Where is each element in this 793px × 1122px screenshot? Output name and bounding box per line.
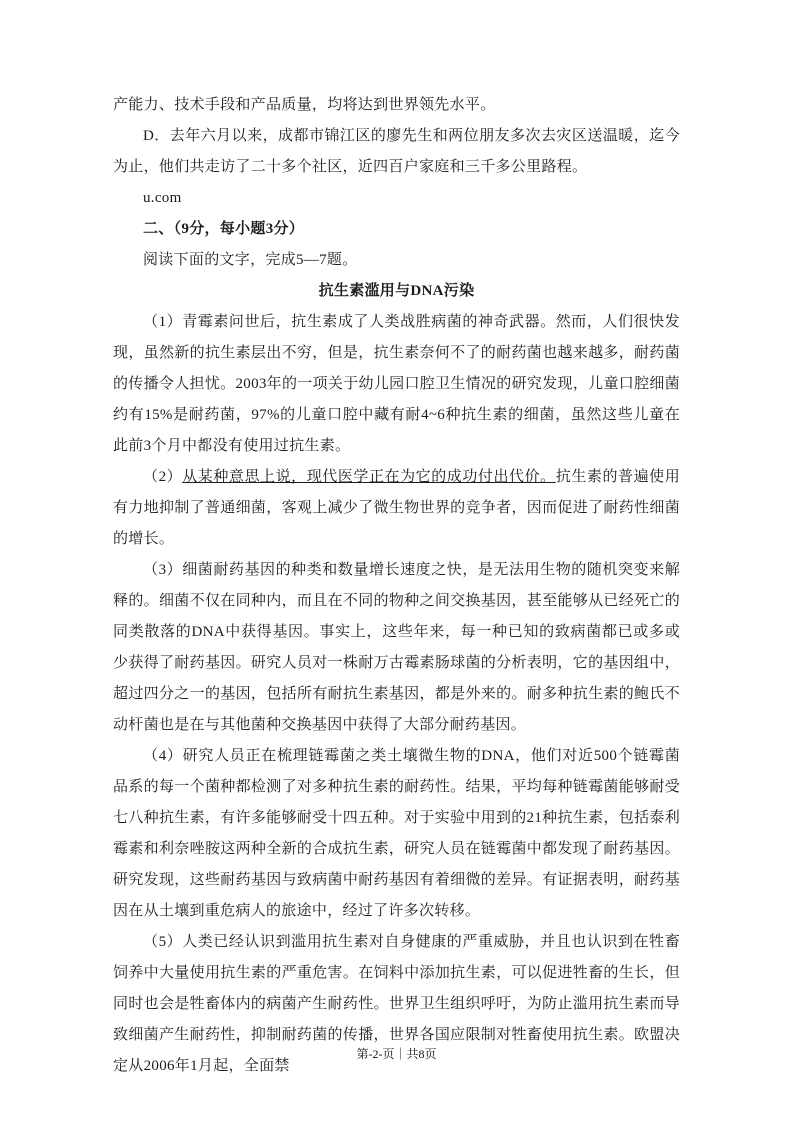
stray-text: u.com bbox=[143, 190, 182, 206]
paragraph-2-rest: 抗生素的普遍使用有力地抑制了普通细菌，客观上减少了微生物世界的竞争者，因而促进了耐药性细菌的增长。 bbox=[113, 469, 681, 547]
article-title: 抗生素滥用与DNA污染 bbox=[318, 283, 475, 299]
article-paragraph-5: （5）人类已经认识到滥用抗生素对自身健康的严重威胁，并且也认识到在牲畜饲养中大量使用抗生素的严重危害。在饲料中添加抗生素，可以促进牲畜的生长，但同时也会是牲畜体内的病菌产生耐药性。世界卫生组织呼吁，为防止滥用抗生素而导致细菌产生耐药性，抑制耐药菌的传播，世界各国应限制对牲畜使用抗生素。欧盟决定从2006年1月起，全面禁 bbox=[113, 934, 680, 1074]
article-paragraph-3: （3）细菌耐药基因的种类和数量增长速度之快，是无法用生物的随机突变来解释的。细菌不仅在同种内，而且在不同的物种之间交换基因，甚至能够从已经死亡的同类散落的DNA中获得基因。事实上，这些年来，每一种已知的致病菌都已或多或少获得了耐药基因。研究人员对一株耐万古霉素肠球菌的分析表明，它的基因组中，超过四分之一的基因，包括所有耐抗生素基因，都是外来的。耐多种抗生素的鲍氏不动杆菌也是在与其他菌种交换基因中获得了大部分耐药基因。 bbox=[113, 562, 680, 733]
reading-instruction: 阅读下面的文字，完成5—7题。 bbox=[143, 252, 358, 268]
article-paragraph-1: （1）青霉素问世后，抗生素成了人类战胜病菌的神奇武器。然而，人们很快发现，虽然新的抗生素层出不穷，但是，抗生素奈何不了的耐药菌也越来越多，耐药菌的传播令人担忧。2003年的一项关于幼儿园口腔卫生情况的研究发现，儿童口腔细菌约有15%是耐药菌，97%的儿童口腔中藏有耐4~6种抗生素的细菌，虽然这些儿童在此前3个月中都没有使用过抗生素。 bbox=[113, 314, 680, 454]
paragraph-2-underlined-sentence: 从某种意思上说，现代医学正在为它的成功付出代价。 bbox=[182, 469, 556, 485]
article-paragraph-2 bbox=[113, 462, 680, 555]
section-heading: 二、（9分，每小题3分） bbox=[143, 221, 305, 237]
continuation-text: 产能力、技术手段和产品质量，均将达到世界领先水平。 bbox=[113, 97, 496, 113]
article-paragraph-4: （4）研究人员正在梳理链霉菌之类土壤微生物的DNA，他们对近500个链霉菌品系的每一个菌种都检测了对多种抗生素的耐药性。结果，平均每种链霉菌能够耐受七八种抗生素，有许多能够耐受十四五种。对于实验中用到的21种抗生素，包括泰利霉素和利奈唑胺这两种全新的合成抗生素，研究人员在链霉菌中都发现了耐药基因。研究发现，这些耐药基因与致病菌中耐药基因有着细微的差异。有证据表明，耐药基因在从土壤到重危病人的旅途中，经过了许多次转移。 bbox=[113, 748, 680, 919]
page-number-footer: 第-2-页｜共8页 bbox=[356, 1047, 437, 1061]
paragraph-2-number: （2） bbox=[143, 469, 183, 485]
option-d-text: D．去年六月以来，成都市锦江区的廖先生和两位朋友多次去灾区送温暖，迄今为止，他们共走访了二十多个社区，近四百户家庭和三千多公里路程。 bbox=[113, 128, 680, 175]
document-body bbox=[113, 90, 680, 1082]
